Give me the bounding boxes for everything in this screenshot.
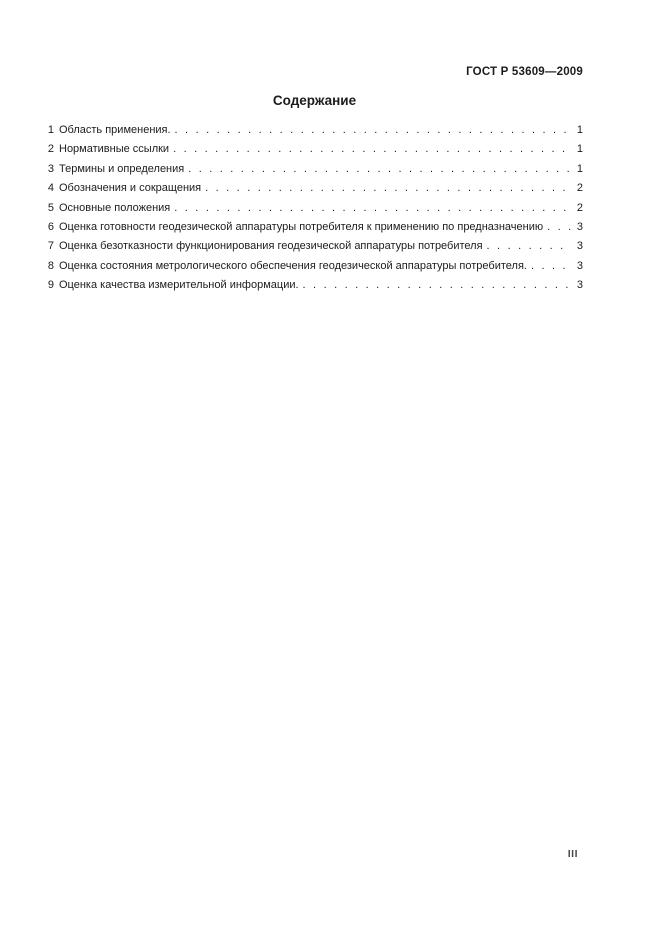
toc-entry [46,276,583,295]
toc-entry-number: 5 [47,201,54,214]
toc-dot-leader [547,218,571,237]
toc-entry-title: Область применения. [59,124,171,136]
toc-dot-leader [173,140,571,159]
toc-entry-page: 1 [576,162,583,175]
toc-entry-number: 9 [47,279,54,292]
toc-entry-title: Оценка качества измерительной информации. [59,279,299,292]
toc-entry-page: 3 [576,220,583,233]
toc-entry [46,140,583,159]
toc-entry-title: Оценка готовности геодезической аппаратуры потребителя к применению по предназначению [59,220,544,233]
toc-dot-leader [303,276,571,295]
toc-entry [46,199,583,218]
toc-dot-leader [175,121,571,140]
toc-entry [46,160,583,179]
toc-dot-leader [188,160,571,179]
document-code: ГОСТ Р 53609—2009 [466,66,583,78]
toc-dot-leader [531,257,571,276]
toc-entry [46,257,583,276]
toc-entry-page: 2 [576,201,583,214]
toc-entry-page: 1 [576,124,583,136]
toc-entry-title: Нормативные ссылки [59,143,170,156]
toc-entry-number: 3 [47,162,54,175]
toc-entry [46,121,583,140]
toc-entry-title: Термины и определения [59,162,185,175]
page-title: Содержание [272,93,357,108]
toc-entry-title: Оценка состояния метрологического обеспечения геодезической аппаратуры потребителя. [59,259,527,272]
toc-entry-number: 1 [47,124,54,136]
page-number: III [567,848,578,860]
toc-dot-leader [205,179,571,198]
toc-entry-page: 2 [576,182,583,195]
toc-entry-number: 4 [47,182,54,195]
toc-entry-title: Оценка безотказности функционирования геодезической аппаратуры потребителя [59,240,483,253]
toc-entry [46,237,583,256]
toc-entry [46,179,583,198]
toc-entry-number: 6 [47,220,54,233]
toc-entry-number: 7 [47,240,54,253]
toc-dot-leader [174,199,571,218]
toc-entry-page: 3 [576,240,583,253]
toc-entry [46,218,583,237]
toc-entry-number: 2 [47,143,54,156]
toc-entry-title: Обозначения и сокращения [59,182,202,195]
toc-entry-number: 8 [47,259,54,272]
toc-dot-leader [487,237,571,256]
toc-entry-page: 1 [576,143,583,156]
toc-entry-page: 3 [576,259,583,272]
toc-entry-title: Основные положения [59,201,171,214]
toc-list [46,121,583,296]
toc-entry-page: 3 [576,279,583,292]
